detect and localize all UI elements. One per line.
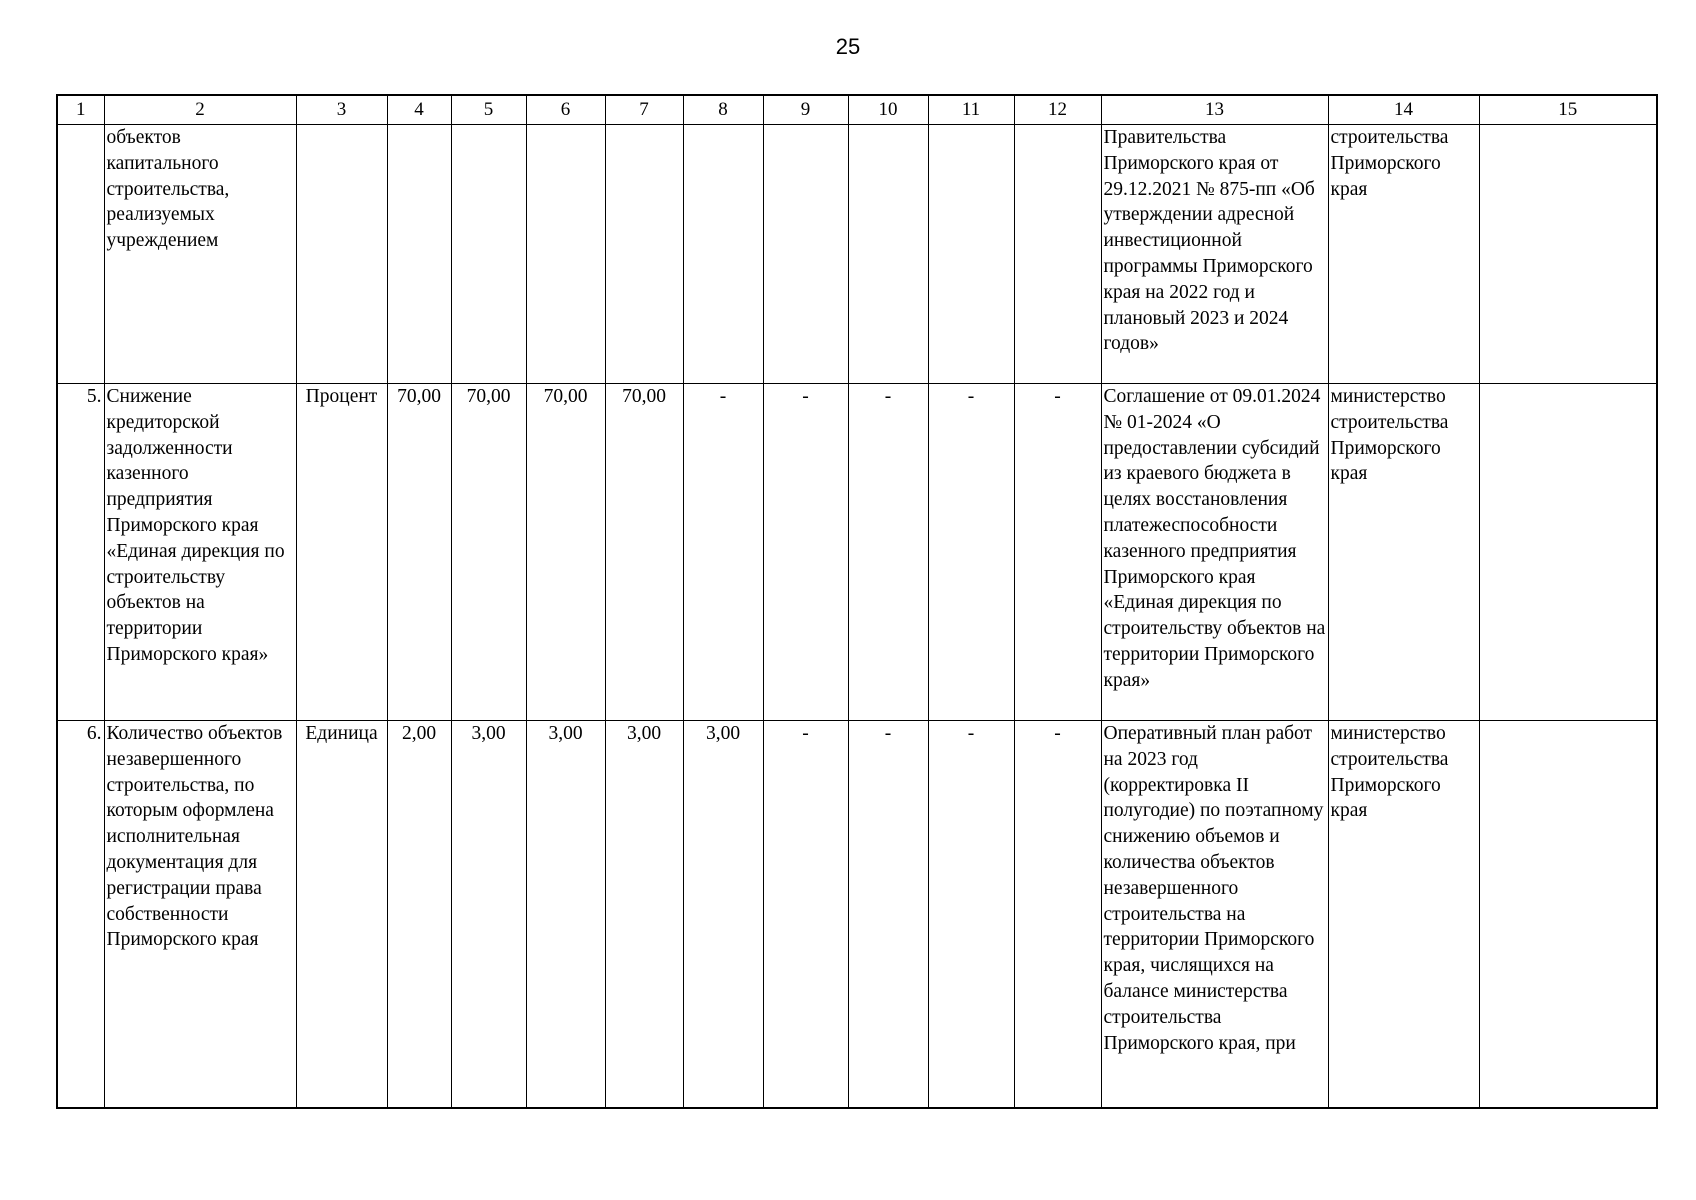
header-cell: 5 — [451, 95, 526, 125]
column-15-cell — [1479, 721, 1657, 1109]
unit-cell — [296, 125, 387, 384]
indicator-name: Количество объектов незавершенного строительства, по которым оформлена исполнительная документация для регистрации права собственности Приморского края — [104, 721, 296, 1109]
column-15-cell — [1479, 125, 1657, 384]
unit-cell: Единица — [296, 721, 387, 1109]
indicator-name: Снижение кредиторской задолженности казенного предприятия Приморского края «Единая дирекция по строительству объектов на территории Приморского края» — [104, 384, 296, 721]
value-cell: 2,00 — [387, 721, 451, 1109]
value-cell — [387, 125, 451, 384]
value-cell: - — [763, 721, 848, 1109]
column-number-row — [57, 95, 1657, 125]
responsible-body: министерство строительства Приморского края — [1328, 384, 1479, 721]
value-cell — [683, 125, 763, 384]
page-number: 25 — [835, 34, 861, 59]
value-cell: 3,00 — [683, 721, 763, 1109]
header-cell: 9 — [763, 95, 848, 125]
header-cell: 2 — [104, 95, 296, 125]
value-cell — [1014, 125, 1101, 384]
value-cell: 70,00 — [526, 384, 605, 721]
value-cell — [763, 125, 848, 384]
indicators-table — [56, 94, 1658, 1109]
value-cell: - — [928, 721, 1014, 1109]
value-cell: - — [848, 384, 928, 721]
value-cell: - — [1014, 384, 1101, 721]
header-cell: 14 — [1328, 95, 1479, 125]
value-cell — [928, 125, 1014, 384]
source-document: Оперативный план работ на 2023 год (корректировка II полугодие) по поэтапному снижению объемов и количества объектов незавершенного строительства на территории Приморского края, числящихся на балансе министерства строительства Приморского края, при — [1101, 721, 1328, 1109]
value-cell: - — [763, 384, 848, 721]
column-15-cell — [1479, 384, 1657, 721]
table-row — [57, 384, 1657, 721]
source-document: Соглашение от 09.01.2024 № 01-2024 «О предоставлении субсидий из краевого бюджета в целях восстановления платежеспособности казенного предприятия Приморского края «Единая дирекция по строительству объектов на территории Приморского края» — [1101, 384, 1328, 721]
header-cell: 1 — [57, 95, 104, 125]
responsible-body: строительства Приморского края — [1328, 125, 1479, 384]
table-row — [57, 125, 1657, 384]
value-cell — [451, 125, 526, 384]
value-cell: 3,00 — [605, 721, 683, 1109]
row-number: 5. — [57, 384, 104, 721]
value-cell: 70,00 — [387, 384, 451, 721]
value-cell: - — [928, 384, 1014, 721]
value-cell: - — [1014, 721, 1101, 1109]
header-cell: 12 — [1014, 95, 1101, 125]
value-cell: - — [848, 721, 928, 1109]
indicator-name: объектов капитального строительства, реализуемых учреждением — [104, 125, 296, 384]
header-cell: 7 — [605, 95, 683, 125]
value-cell — [605, 125, 683, 384]
value-cell: 70,00 — [605, 384, 683, 721]
header-cell: 6 — [526, 95, 605, 125]
value-cell — [848, 125, 928, 384]
header-cell: 4 — [387, 95, 451, 125]
value-cell: 3,00 — [526, 721, 605, 1109]
value-cell: 3,00 — [451, 721, 526, 1109]
header-cell: 3 — [296, 95, 387, 125]
row-number: 6. — [57, 721, 104, 1109]
unit-cell: Процент — [296, 384, 387, 721]
table-row — [57, 721, 1657, 1109]
value-cell: 70,00 — [451, 384, 526, 721]
header-cell: 13 — [1101, 95, 1328, 125]
source-document: Правительства Приморского края от 29.12.2021 № 875-пп «Об утверждении адресной инвестиционной программы Приморского края на 2022 год и плановый 2023 и 2024 годов» — [1101, 125, 1328, 384]
value-cell: - — [683, 384, 763, 721]
responsible-body: министерство строительства Приморского края — [1328, 721, 1479, 1109]
row-number — [57, 125, 104, 384]
header-cell: 11 — [928, 95, 1014, 125]
header-cell: 10 — [848, 95, 928, 125]
header-cell: 15 — [1479, 95, 1657, 125]
value-cell — [526, 125, 605, 384]
header-cell: 8 — [683, 95, 763, 125]
